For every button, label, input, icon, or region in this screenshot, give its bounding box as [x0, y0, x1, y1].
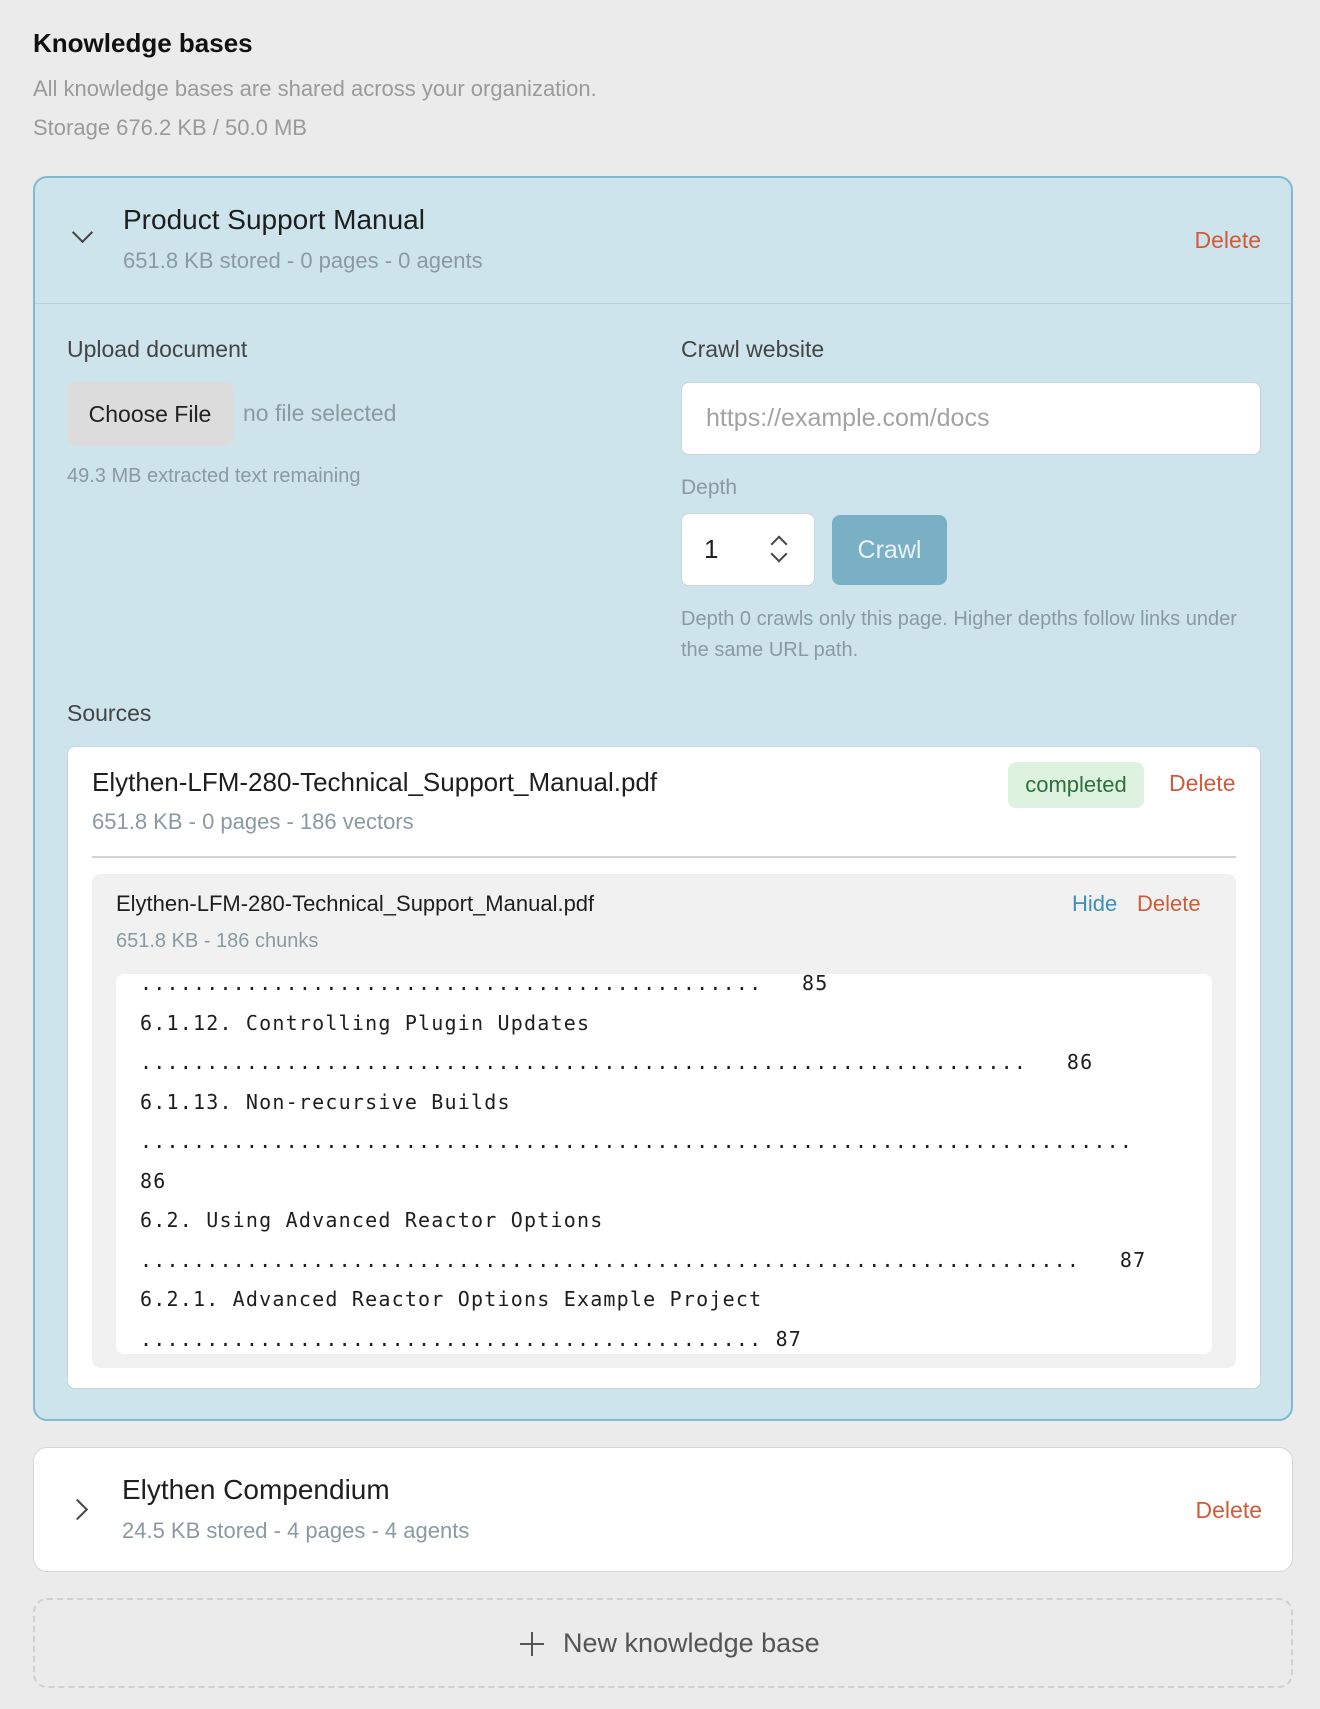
- kb-meta: 24.5 KB stored - 4 pages - 4 agents: [122, 1518, 470, 1543]
- crawl-button[interactable]: Crawl: [832, 515, 947, 585]
- divider: [92, 856, 1236, 858]
- source-name: Elythen-LFM-280-Technical_Support_Manual.pdf: [92, 767, 658, 797]
- kb-card-elythen-compendium[interactable]: [33, 1447, 1293, 1572]
- depth-label: Depth: [681, 476, 738, 499]
- kb-header[interactable]: [35, 178, 1291, 304]
- upload-document-label: Upload document: [67, 336, 248, 362]
- chunk-text-viewer[interactable]: [116, 974, 1212, 1354]
- delete-chunks-button[interactable]: Delete: [1137, 891, 1201, 916]
- page-subtitle: All knowledge bases are shared across your organization.: [33, 76, 597, 101]
- depth-value: 1: [704, 534, 719, 564]
- kb-meta: 651.8 KB stored - 0 pages - 0 agents: [123, 248, 483, 273]
- choose-file-button[interactable]: Choose File: [67, 382, 233, 446]
- chunk-text: ............................................... 85 6.1.12. Controlling Plugin Updates ................................................................... 86 6.1.13. Non-recursive Builds ........................................................................... 86 6.2. Using Advanced Reactor Options ....................................................................... 87 6.2.1. Advanced Reactor Options Example Project ............................................... 87: [140, 974, 1147, 1351]
- extracted-text-remaining: 49.3 MB extracted text remaining: [67, 465, 361, 487]
- plus-icon: [520, 1632, 544, 1656]
- source-meta: 651.8 KB - 0 pages - 186 vectors: [92, 809, 414, 834]
- chunk-preview-panel: [92, 874, 1236, 1368]
- depth-stepper[interactable]: [681, 513, 815, 586]
- stepper-icon[interactable]: [768, 532, 790, 566]
- kb-card-product-support-manual: [33, 176, 1293, 1421]
- stepper-down-icon[interactable]: [771, 546, 788, 563]
- hide-chunks-button[interactable]: Hide: [1072, 891, 1118, 916]
- new-knowledge-base-label: New knowledge base: [563, 1628, 820, 1658]
- delete-kb-button[interactable]: Delete: [1194, 227, 1261, 253]
- source-card: [67, 746, 1261, 1389]
- file-status: no file selected: [243, 400, 397, 426]
- status-badge: completed: [1008, 762, 1144, 808]
- delete-kb-button[interactable]: Delete: [1195, 1497, 1262, 1523]
- crawl-url-input[interactable]: [681, 382, 1261, 455]
- kb-name: Elythen Compendium: [122, 1474, 390, 1505]
- storage-usage: Storage 676.2 KB / 50.0 MB: [33, 115, 307, 140]
- depth-help-text: Depth 0 crawls only this page. Higher depths follow links under the same URL path.: [681, 608, 1237, 661]
- chunk-file-name: Elythen-LFM-280-Technical_Support_Manual.pdf: [116, 891, 595, 916]
- page-title: Knowledge bases: [33, 28, 253, 58]
- sources-label: Sources: [67, 700, 152, 726]
- delete-source-button[interactable]: Delete: [1169, 770, 1236, 796]
- kb-name: Product Support Manual: [123, 204, 425, 235]
- new-knowledge-base-button[interactable]: [33, 1598, 1293, 1688]
- chevron-right-icon[interactable]: [67, 1499, 88, 1520]
- chunk-meta: 651.8 KB - 186 chunks: [116, 930, 319, 952]
- crawl-website-label: Crawl website: [681, 336, 825, 362]
- chevron-down-icon[interactable]: [72, 222, 93, 243]
